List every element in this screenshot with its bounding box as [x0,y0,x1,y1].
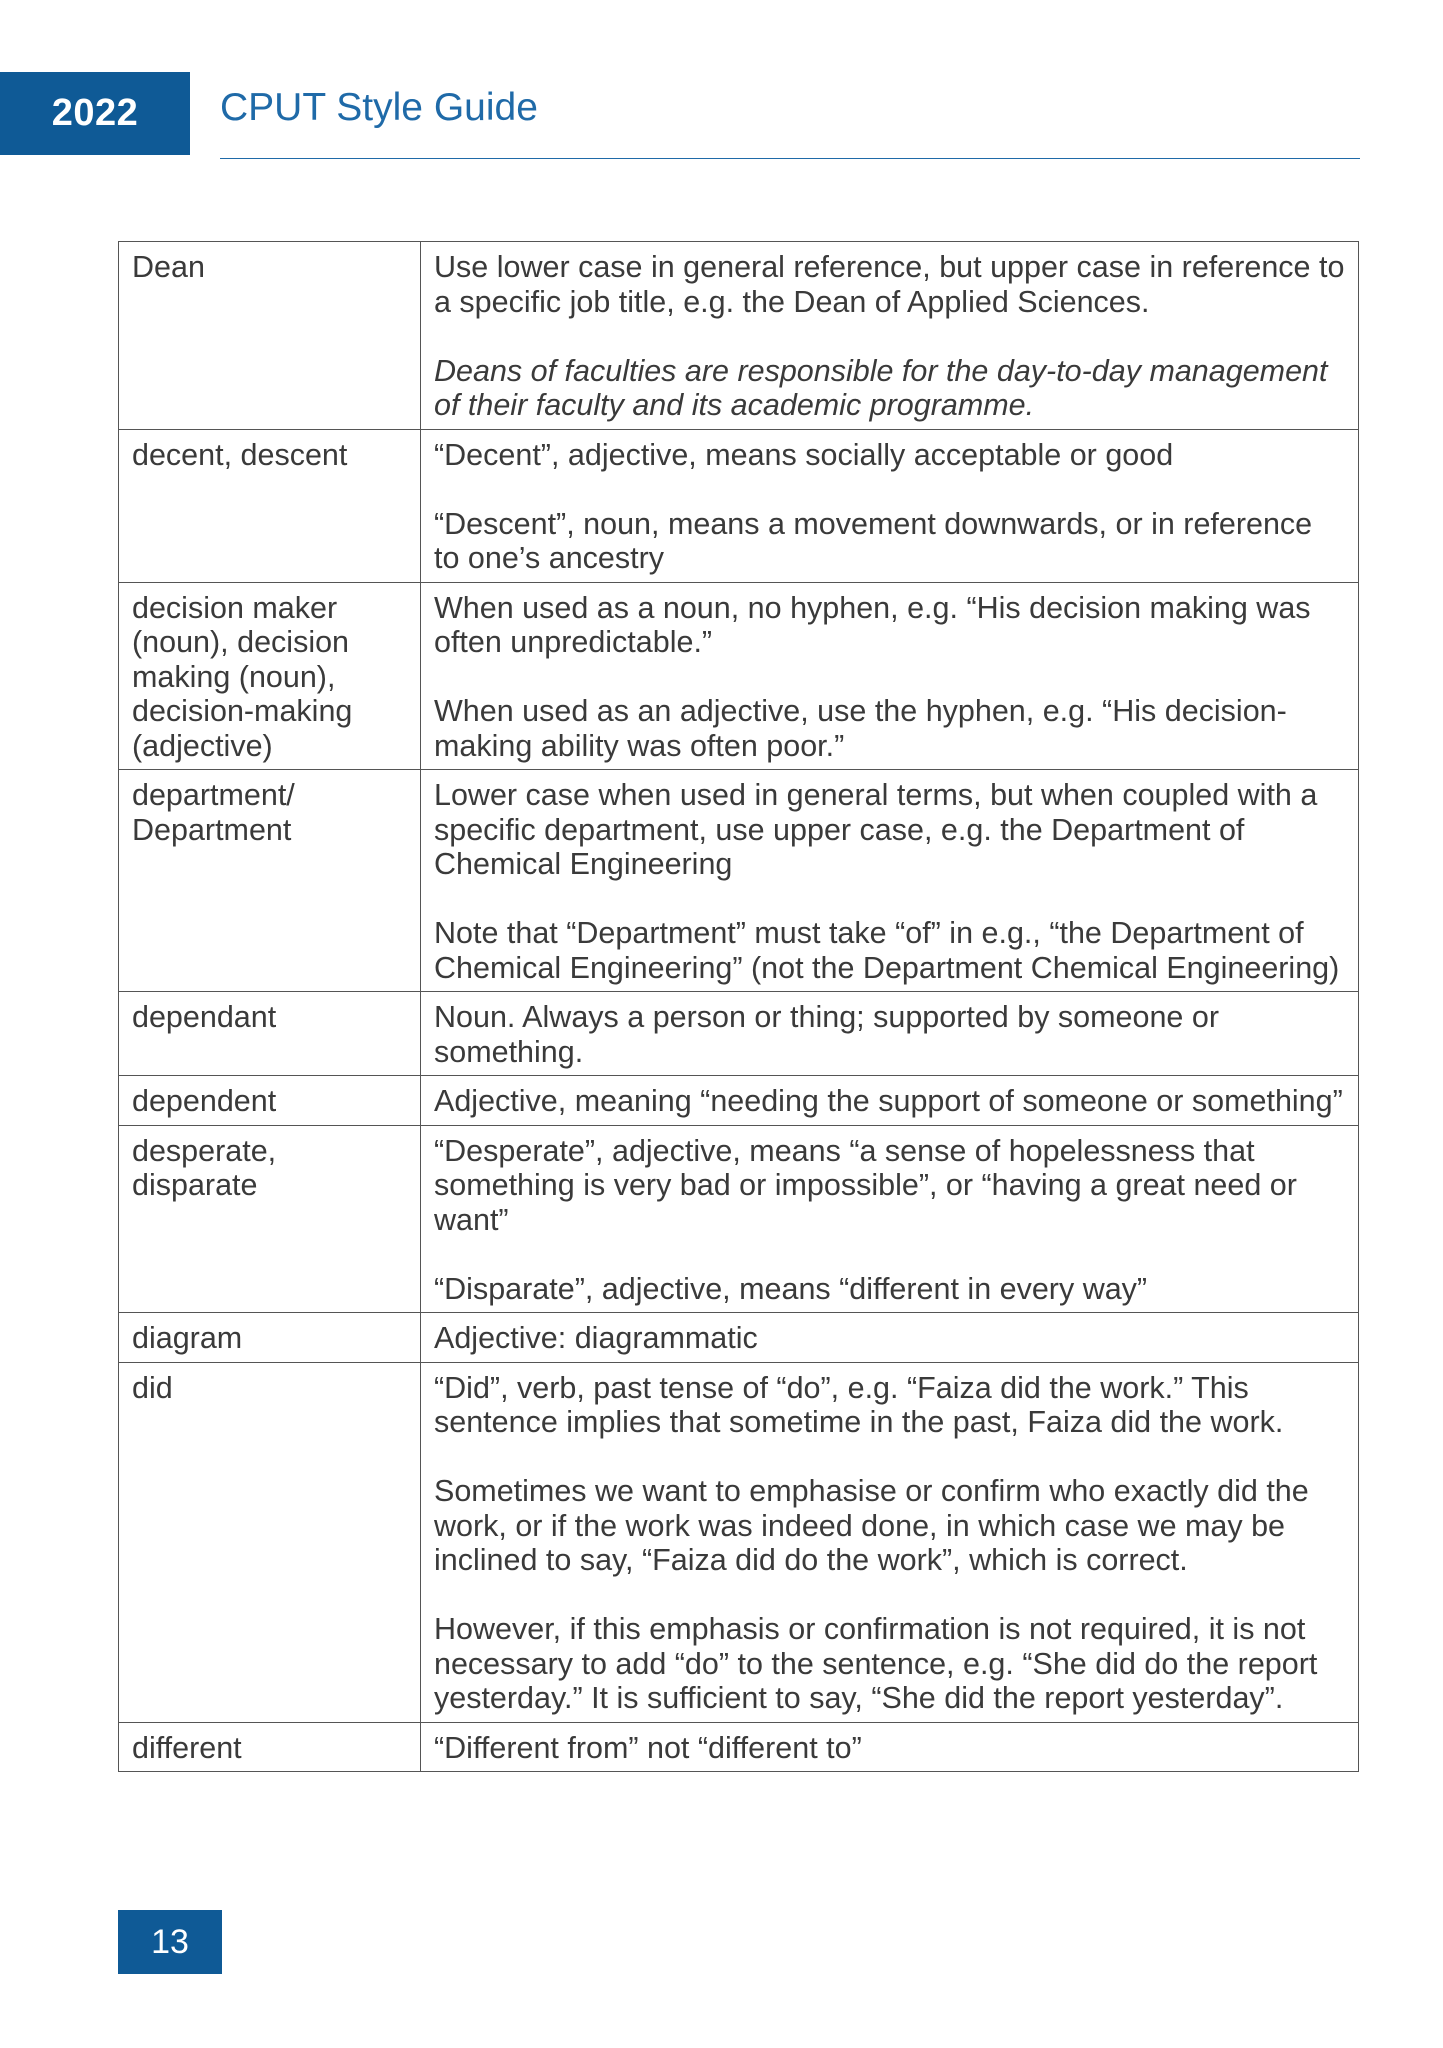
definition-paragraph: Use lower case in general reference, but upper case in reference to a specific job title, e.g. the Dean of Applied Sciences. [434,250,1345,319]
definition-cell [421,770,1359,992]
definition-paragraph: “Decent”, adjective, means socially acceptable or good [434,437,1174,472]
definition-paragraph: However, if this emphasis or confirmation is not required, it is not necessary to add “do” to the sentence, e.g. “She did do the report yesterday.” It is sufficient to say, “She did the report yesterday”. [434,1612,1318,1715]
table-row [119,582,1359,770]
definition-paragraph: “Desperate”, adjective, means “a sense of hopelessness that something is very bad or impossible”, or “having a great need or want” [434,1133,1297,1237]
table-row [119,1125,1359,1313]
style-guide-table [118,241,1359,1772]
style-guide-table-body [119,242,1359,1772]
definition-cell [421,992,1359,1076]
definition-cell [421,1076,1359,1126]
document-title: CPUT Style Guide [220,86,538,129]
header-divider [220,158,1360,159]
definition-cell [421,1362,1359,1722]
term-cell: decent, descent [119,429,421,582]
table-row [119,1313,1359,1363]
definition-paragraph: “Disparate”, adjective, means “different in every way” [434,1271,1148,1306]
table-row [119,1362,1359,1722]
definition-paragraph: When used as an adjective, use the hyphen, e.g. “His decision-making ability was often poor.” [434,694,1287,763]
definition-paragraph: Adjective, meaning “needing the support of someone or something” [434,1084,1343,1118]
term-cell: dependent [119,1076,421,1126]
definition-paragraph: “Did”, verb, past tense of “do”, e.g. “Faiza did the work.” This sentence implies that sometime in the past, Faiza did the work. [434,1370,1284,1439]
term-cell: desperate, disparate [119,1125,421,1313]
definition-paragraph: Note that “Department” must take “of” in e.g., “the Department of Chemical Engineering” (not the Department Chemical Engineering) [434,916,1340,985]
term-cell: dependant [119,992,421,1076]
definition-paragraph: “Descent”, noun, means a movement downwards, or in reference to one’s ancestry [434,506,1313,575]
definition-paragraph: Deans of faculties are responsible for the day-to-day management of their faculty and its academic programme. [434,353,1328,422]
term-cell: Dean [119,242,421,430]
table-row [119,770,1359,992]
table-row [119,992,1359,1076]
table-row [119,1722,1359,1772]
definition-cell [421,429,1359,582]
term-cell: department/ Department [119,770,421,992]
definition-paragraph: “Different from” not “different to” [434,1730,862,1765]
table-row [119,1076,1359,1126]
table-row [119,242,1359,430]
table-row [119,429,1359,582]
page-number: 13 [118,1910,222,1974]
definition-cell [421,1313,1359,1363]
term-cell: diagram [119,1313,421,1363]
term-cell: different [119,1722,421,1772]
definition-cell [421,582,1359,770]
definition-paragraph: Adjective: diagrammatic [434,1321,758,1355]
definition-cell [421,242,1359,430]
term-cell: did [119,1362,421,1722]
term-cell: decision maker (noun), decision making (noun), decision-making (adjective) [119,582,421,770]
definition-paragraph: Lower case when used in general terms, but when coupled with a specific department, use upper case, e.g. the Department of Chemical Engineering [434,778,1318,881]
definition-paragraph: Noun. Always a person or thing; supported by someone or something. [434,1000,1219,1069]
definition-paragraph: When used as a noun, no hyphen, e.g. “His decision making was often unpredictable.” [434,590,1311,659]
year-badge: 2022 [0,72,190,155]
definition-paragraph: Sometimes we want to emphasise or confirm who exactly did the work, or if the work was indeed done, in which case we may be inclined to say, “Faiza did do the work”, which is correct. [434,1474,1309,1577]
definition-cell [421,1722,1359,1772]
definition-cell [421,1125,1359,1313]
